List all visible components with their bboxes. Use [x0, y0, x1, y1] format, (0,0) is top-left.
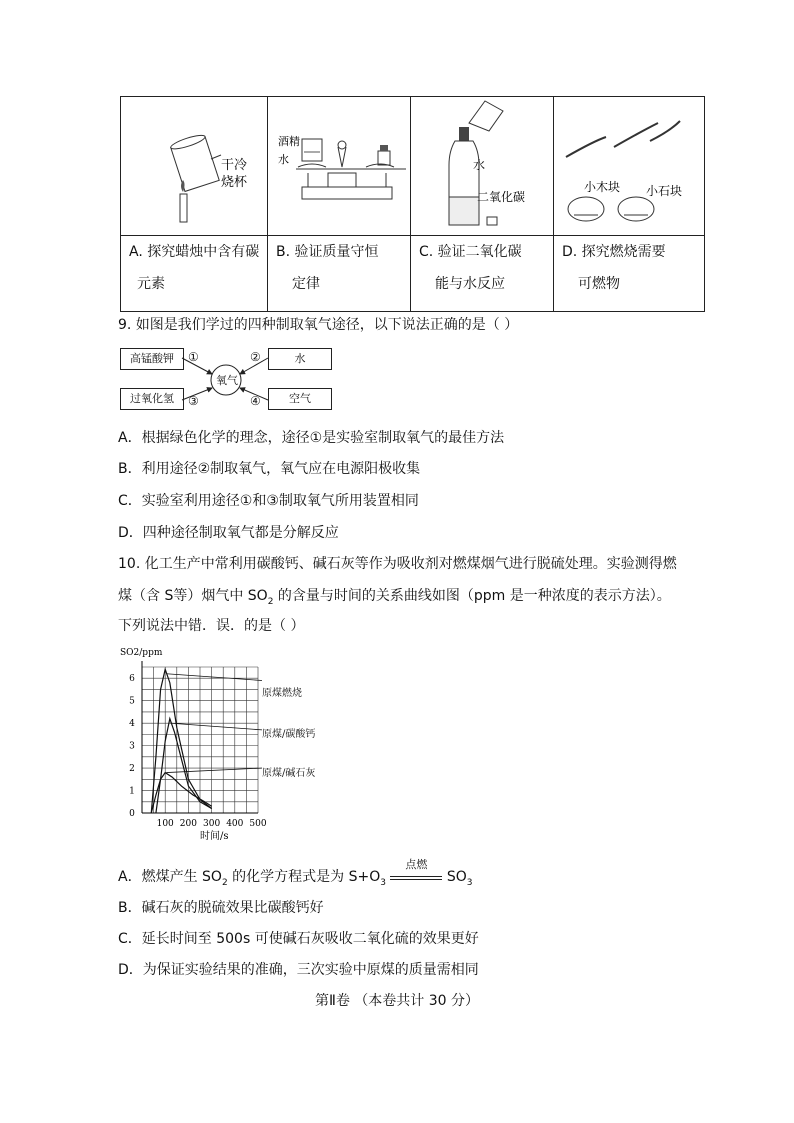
balance-illustration [268, 97, 410, 231]
q10-option-a: A．燃煤产生 $SO_2$ 的化学方程式是为 $S+O_3$ 点燃 $SO_3$ [118, 858, 473, 888]
chart-xlabel: 时间/s [200, 831, 229, 842]
question-10-line1: 10. 化工生产中常利用碳酸钙、碱石灰等作为吸收剂对燃煤烟气进行脱硫处理。实验测得燃 [118, 556, 677, 572]
y-tick-label: 0 [129, 809, 135, 819]
exp-b-image [268, 97, 411, 236]
legend-series-2: 原煤/碳酸钙 [262, 729, 316, 740]
label-beaker: 烧杯 [221, 175, 248, 190]
q9-option-c: C．实验室利用途径①和③制取氧气所用装置相同 [118, 493, 419, 509]
box-water: 水 [268, 348, 332, 370]
bottle-illustration [411, 97, 553, 231]
x-tick-label: 200 [179, 819, 197, 829]
q9-option-d: D．四种途径制取氧气都是分解反应 [118, 525, 339, 541]
candle-beaker-illustration [121, 97, 267, 231]
label-dry-cold: 干冷 [221, 158, 248, 173]
question-10-line2: 煤（含 S等）烟气中 $SO_2$ 的含量与时间的关系曲线如图（ppm 是一种浓度的表示方法）。 [118, 588, 671, 607]
x-tick-label: 300 [203, 819, 221, 829]
leader-line-2 [170, 723, 262, 730]
exp-d-caption: D. 探究燃烧需要 可燃物 [554, 236, 705, 312]
y-tick-label: 5 [129, 696, 135, 707]
route-3: ③ [188, 394, 199, 408]
label-co2: 二氧化碳 [477, 190, 526, 204]
exp-d-image [554, 97, 705, 236]
legend-series-3: 原煤/碱石灰 [262, 768, 316, 779]
x-tick-label: 100 [156, 819, 174, 829]
exp-c-image [411, 97, 554, 236]
x-tick-label: 500 [249, 819, 267, 829]
q9-option-a: A．根据绿色化学的理念，途径①是实验室制取氧气的最佳方法 [118, 430, 505, 446]
label-water: 水 [278, 153, 289, 166]
exp-a-image [121, 97, 268, 236]
series-line-1 [151, 669, 211, 813]
y-tick-label: 4 [129, 719, 135, 730]
label-water-c: 水 [473, 158, 486, 172]
experiment-table [120, 96, 705, 312]
route-4: ④ [250, 394, 261, 408]
exp-a-caption: A. 探究蜡烛中含有碳 元素 [121, 236, 268, 312]
legend-series-1: 原煤燃烧 [262, 688, 302, 699]
y-tick-label: 3 [129, 741, 135, 752]
x-tick-label: 400 [226, 819, 244, 829]
center-oxygen: 氧气 [216, 374, 238, 387]
so2-chart [118, 645, 318, 845]
y-tick-label: 2 [129, 764, 135, 775]
q9-option-b: B．利用途径②制取氧气，氧气应在电源阳极收集 [118, 461, 421, 477]
y-tick-label: 6 [129, 674, 135, 685]
route-2: ② [250, 350, 261, 364]
leader-line-1 [166, 674, 262, 681]
box-air: 空气 [268, 388, 332, 410]
q10-option-c: C．延长时间至 500s 可使碱石灰吸收二氧化硫的效果更好 [118, 931, 479, 947]
reaction-condition: 点燃 [390, 874, 442, 880]
series-line-2 [156, 719, 212, 813]
exp-c-caption: C. 验证二氧化碳 能与水反应 [411, 236, 554, 312]
box-h2o2: 过氧化氢 [120, 388, 184, 410]
chart-ylabel: SO2/ppm [120, 648, 163, 658]
y-tick-label: 1 [129, 786, 135, 797]
route-1: ① [188, 350, 199, 364]
series-line-3 [151, 773, 211, 813]
leader-line-3 [166, 768, 262, 772]
question-9-stem: 9. 如图是我们学过的四种制取氧气途径，以下说法正确的是（ ） [118, 317, 519, 333]
label-wood: 小木块 [584, 180, 621, 194]
q10-option-d: D．为保证实验结果的准确，三次实验中原煤的质量需相同 [118, 962, 479, 978]
label-stone: 小石块 [646, 184, 683, 198]
label-alcohol: 酒精 [278, 135, 300, 148]
box-kmno4: 高锰酸钾 [120, 348, 184, 370]
question-10-line3: 下列说法中错．误．的是（ ） [118, 618, 305, 634]
burner-illustration [554, 97, 704, 231]
q10-option-b: B．碱石灰的脱硫效果比碳酸钙好 [118, 900, 324, 916]
exp-b-caption: B. 验证质量守恒 定律 [268, 236, 411, 312]
section-footer: 第Ⅱ卷 （本卷共计 30 分） [314, 993, 480, 1009]
